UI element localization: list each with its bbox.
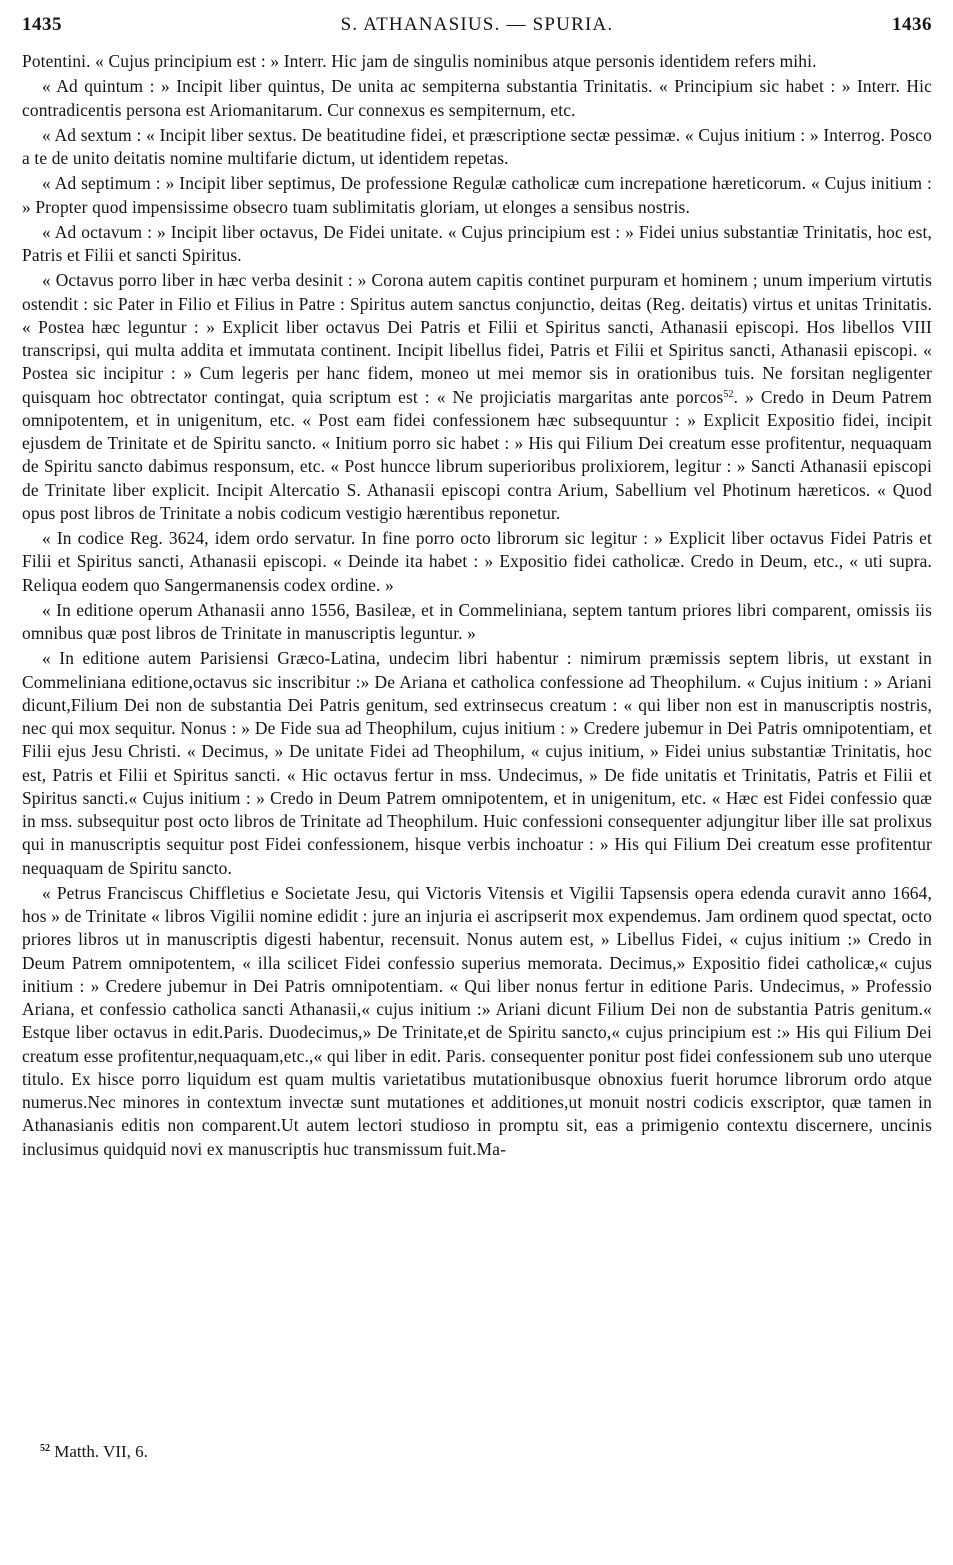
- page-number-right: 1436: [892, 14, 932, 35]
- paragraph: « In editione operum Athanasii anno 1556, Basileæ, et in Commeliniana, septem tantum priores libri comparent, omissis iis omnibus quæ post libros de Trinitate in manuscriptis leguntur. »: [22, 599, 932, 643]
- paragraph: Potentini. « Cujus principium est : » Interr. Hic jam de singulis nominibus atque personis identidem refers mihi.: [22, 51, 817, 71]
- paragraph-text-after: . » Credo in Deum Patrem omnipotentem, et in unigenitum, etc. « Post eam fidei confessionem hæc subsequuntur : » Explicit Expositio fidei, incipit ejusdem de Trinitate et de Spiritu sancto. « Initium porro sic habet : » His qui Filium Dei creatum esse profitentur, nequaquam de Spiritu sancto dabimus responsum, etc. « Post huncce librum superioribus prolixiorem, legitur : » Sancti Athanasii episcopi de Trinitate liber explicit. Incipit Altercatio S. Athanasii episcopi contra Arium, Sabellium vel Photinum hæreticos. « Quod opus post libros de Trinitate a nobis codicum vestigio hærentibus reponetur.: [22, 386, 932, 523]
- paragraph: « Petrus Franciscus Chiffletius e Societate Jesu, qui Victoris Vitensis et Vigilii Tapsensis opera edenda curavit anno 1664, hos » de Trinitate « libros Vigilii nomine edidit : jure an injuria ei ascripserit mox expendemus. Jam ordinem quod spectat, octo priores libros ut in manuscriptis digesti habentur, recensuit. Nonus autem est, » Libellus Fidei, « cujus initium :» Credo in Deum Patrem omnipotentem, « illa scilicet Fidei confessio superius memorata. Decimus,» Expositio fidei catholicæ,« cujus initium : » Credere jubemur in Dei Patris omnipotentiam. « Qui liber nonus fertur in editione Paris. Undecimus, » Professio Ariana, et confessio catholica sancti Athanasii,« cujus initium :» Ariani dicunt Filium Dei non de substantia Patris genitum.« Estque liber octavus in edit.Paris. Duodecimus,» De Trinitate,et de Spiritu sancto,« cujus principium est :» His qui Filium Dei creatum esse profitentur,nequaquam,etc.,« qui liber in edit. Paris. consequenter ponitur post fidei confessionem sub uno uterque titulo. Ex hisce porro liquidum est quam multis varietatibus mutationibusque obnoxius fuerit horumce librorum ordo atque numerus.Nec minores in contextum invectæ sunt mutationes et additiones,ut monuit nostri codicis exscriptor, quæ tamen in Athanasianis editis non comparent.Ut autem lectori studioso in promptu sit, eas a primigenio contextu discernere, uncinis inclusimus quidquid novi ex manuscriptis huc transmissum fuit.Ma-: [22, 882, 932, 1159]
- paragraph-with-footnote: [22, 269, 932, 525]
- page-number-left: 1435: [22, 14, 62, 35]
- running-title: S. ATHANASIUS. — SPURIA.: [340, 14, 614, 35]
- page-header: [22, 14, 932, 42]
- paragraph: « Ad quintum : » Incipit liber quintus, De unita ac sempiterna substantia Trinitatis. « Principium sic habet : » Interr. Hic contradicentis persona est Ariomanitarum. Cur connexus es sempiternum, etc.: [22, 76, 932, 120]
- footnote: [40, 1438, 920, 1463]
- footnote-mark: 52: [40, 1443, 50, 1454]
- paragraph-text-before: « Octavus porro liber in hæc verba desinit : » Corona autem capitis continet purpuram et hominem ; unum imperium virtutis ostendit : sic Pater in Filio et Filius in Patre : Spiritus autem sanctus conjunctio, deitas (Reg. deitatis) virtus et unitas Trinitatis. « Postea hæc leguntur : » Explicit liber octavus Dei Patris et Filii et Spiritus sancti, Athanasii episcopi. Hos libellos VIII transcripsi, qui multa addita et immutata continent. Incipit libellus fidei, Patris et Filii et Spiritus sancti, Athanasii episcopi. « Postea sic incipitur : » Cum legeris per hanc fidem, moneo ut mei memor sis in orationibus tuis. Ne forsitan negligenter quisquam hoc obtrectator contingat, quia scriptum est : « Ne projiciatis margaritas ante porcos: [22, 270, 932, 407]
- main-text: [22, 50, 932, 1161]
- footnote-reference[interactable]: 52: [723, 388, 734, 400]
- footnote-text: Matth. VII, 6.: [54, 1442, 148, 1461]
- paragraph: « Ad octavum : » Incipit liber octavus, De Fidei unitate. « Cujus principium est : » Fidei unius substantiæ Trinitatis, hoc est, Patris et Filii et sancti Spiritus.: [22, 221, 932, 265]
- paragraph: « Ad sextum : « Incipit liber sextus. De beatitudine fidei, et præscriptione sectæ pessimæ. « Cujus initium : » Interrog. Posco a te de unito deitatis nomine multifarie dictum, ut identidem repetas.: [22, 124, 932, 168]
- paragraph: « In codice Reg. 3624, idem ordo servatur. In fine porro octo librorum sic legitur : » Explicit liber octavus Fidei Patris et Filii et Spiritus sancti, Athanasii episcopi. « Deinde ita habet : » Expositio fidei catholicæ. Credo in Deum, etc., « uti supra. Reliqua eodem quo Sangermanensis codex ordine. »: [22, 528, 932, 595]
- paragraph: « In editione autem Parisiensi Græco-Latina, undecim libri habentur : nimirum præmissis septem libris, ut exstant in Commeliniana editione,octavus sic inscribitur :» De Ariana et catholica confessione ad Theophilum. « Cujus initium : » Ariani dicunt,Filium Dei non de substantia Dei Patris genitum, sed extrinsecus creatum : « qui liber non est in manuscriptis nostris, nec qui mox sequitur. Nonus : » De Fide sua ad Theophilum, cujus initium : » Credere jubemur in Dei Patris omnipotentiam, et Filii ejus Jesu Christi. « Decimus, » De unitate Fidei ad Theophilum, « cujus initium, » Fidei unius substantiæ Trinitatis, hoc est, Patris et Filii et Spiritus sancti. « Hic octavus fertur in mss. Undecimus, » De fide unitatis et Trinitatis, Patris et Filii et Spiritus sancti.« Cujus initium : » Credo in Deum Patrem omnipotentem, et in unigenitum, etc. « Hæc est Fidei confessio quæ in mss. subsequitur post octo libros de Trinitate ad Theophilum. Huic confessioni consequenter adjungitur liber ille sat prolixus qui in manuscriptis sequitur post Fidei confessionem, hisque verbis inchoatur : » His qui Filium Dei creatum esse profitentur nequaquam de Spiritu sancto.: [22, 648, 932, 878]
- paragraph: « Ad septimum : » Incipit liber septimus, De professione Regulæ catholicæ cum increpatione hæreticorum. « Cujus initium : » Propter quod impensissime obsecro tuam sublimitatis gloriam, ut elonges a sensibus nostris.: [22, 173, 932, 217]
